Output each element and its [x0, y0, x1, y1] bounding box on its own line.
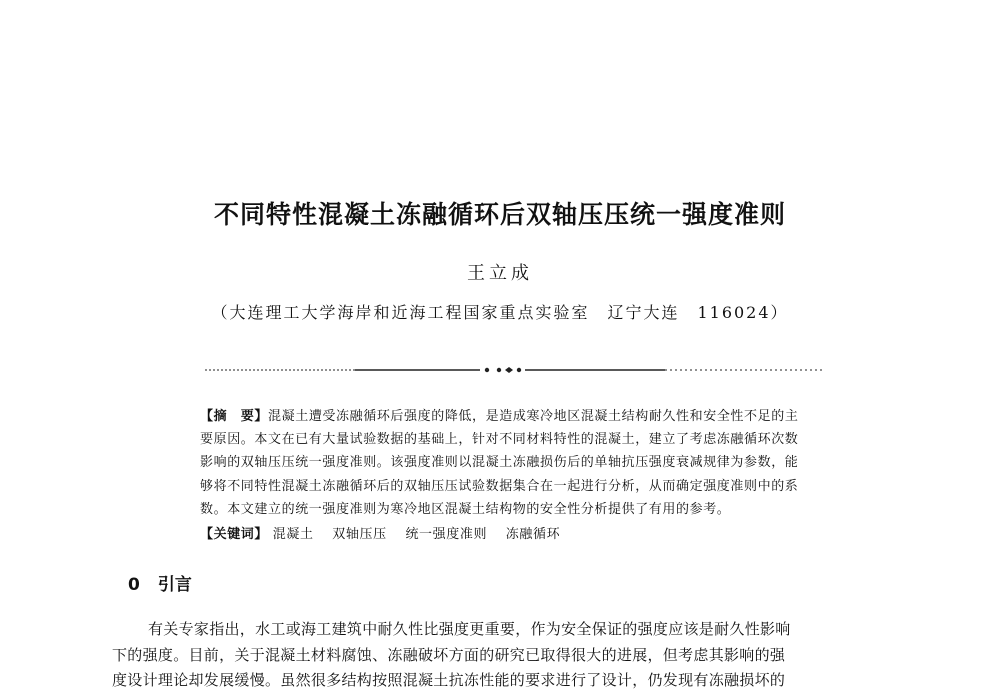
paper-title: 不同特性混凝土冻融循环后双轴压压统一强度准则 [213, 200, 786, 229]
keyword: 双轴压压 [332, 527, 387, 542]
body-paragraph-line: 下的强度。目前，关于混凝土材料腐蚀、冻融破坏方面的研究已取得很大的进展，但考虑其影响的强 [112, 646, 786, 664]
section-heading [128, 570, 192, 595]
author-name: 王立成 [467, 263, 533, 284]
section-number: 0 [128, 575, 140, 595]
abstract-line: 影响的双轴压压统一强度准则。该强度准则以混凝土冻融损伤后的单轴抗压强度衰减规律为参数，能 [200, 455, 799, 470]
abstract-line [200, 405, 840, 424]
abstract-line: 要原因。本文在已有大量试验数据的基础上，针对不同材料特性的混凝土，建立了考虑冻融循环次数 [200, 432, 799, 447]
body-paragraph-line: 有关专家指出，水工或海工建筑中耐久性比强度更重要，作为安全保证的强度应该是耐久性影响 [148, 620, 791, 638]
abstract-line: 数。本文建立的统一强度准则为寒冷地区混凝土结构物的安全性分析提供了有用的参考。 [200, 502, 731, 517]
body-paragraph-line: 度设计理论却发展缓慢。虽然很多结构按照混凝土抗冻性能的要求进行了设计，仍发现有冻融损坏的 [112, 671, 786, 689]
keyword: 混凝土 [272, 527, 314, 542]
keywords-line [200, 523, 840, 542]
abstract-text: 混凝土遭受冻融循环后强度的降低，是造成寒冷地区混凝土结构耐久性和安全性不足的主 [268, 409, 799, 424]
abstract-label: 【摘 要】 [200, 409, 269, 424]
ornamental-divider [205, 364, 825, 376]
keywords-label: 【关键词】 [200, 527, 269, 542]
section-title: 引言 [157, 575, 192, 595]
abstract-line: 够将不同特性混凝土冻融循环后的双轴压压试验数据集合在一起进行分析，从而确定强度准则中的系 [200, 479, 799, 494]
keyword: 统一强度准则 [405, 527, 488, 542]
keyword: 冻融循环 [505, 527, 561, 542]
author-affiliation: （大连理工大学海岸和近海工程国家重点实验室 辽宁大连 116024） [211, 303, 789, 322]
